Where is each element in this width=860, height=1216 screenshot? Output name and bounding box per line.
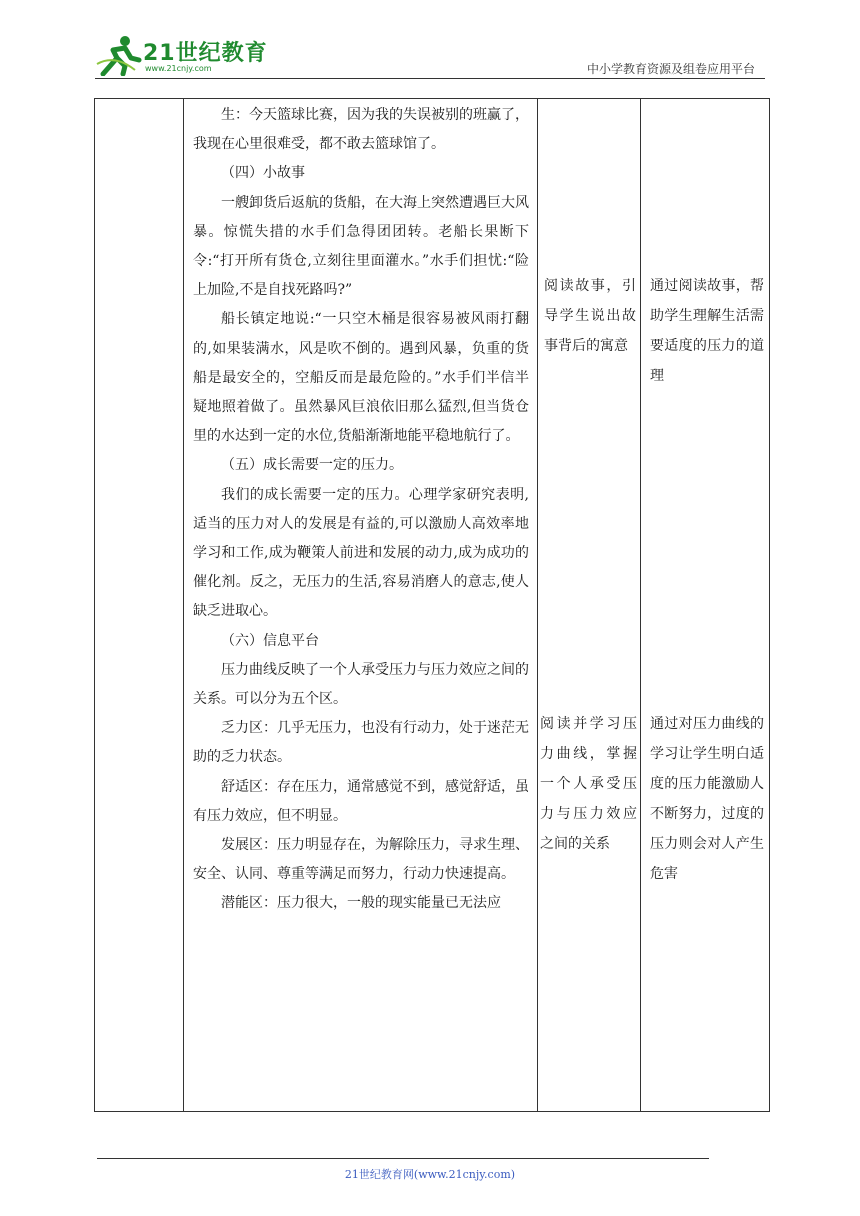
paragraph: 船长镇定地说:“一只空木桶是很容易被风雨打翻的,如果装满水，风是吹不倒的。遇到风暴，负重的货船是最安全的，空船反而是最危险的。”水手们半信半疑地照着做了。虽然暴风巨浪依旧那么猛烈,但当货仓里的水达到一定的水位,货船渐渐地能平稳地航行了。 bbox=[193, 311, 529, 445]
logo-text: 21世纪教育 bbox=[143, 41, 268, 66]
page-header bbox=[95, 30, 765, 80]
paragraph: （五）成长需要一定的压力。 bbox=[221, 457, 403, 474]
platform-title: 中小学教育资源及组卷应用平台 bbox=[586, 62, 755, 76]
header-divider bbox=[95, 78, 765, 79]
intent-text-story: 通过阅读故事，帮助学生理解生活需要适度的压力的道理 bbox=[650, 278, 764, 384]
paragraph: 生：今天篮球比赛，因为我的失误被别的班赢了，我现在心里很难受，都不敢去篮球馆了。 bbox=[193, 107, 529, 153]
paragraph: 一艘卸货后返航的货船，在大海上突然遭遇巨大风暴。惊慌失措的水手们急得团团转。老船长果断下令:“打开所有货仓,立刻往里面灌水。”水手们担忧:“险上加险,不是自找死路吗?” bbox=[193, 194, 529, 299]
empty-cell bbox=[95, 99, 184, 1112]
paragraph: 潜能区：压力很大，一般的现实能量已无法应 bbox=[221, 895, 501, 912]
footer-text[interactable]: 21世纪教育网(www.21cnjy.com) bbox=[344, 1168, 516, 1181]
logo-url: www.21cnjy.com bbox=[145, 64, 212, 73]
paragraph: 发展区：压力明显存在，为解除压力，寻求生理、安全、认同、尊重等满足而努力，行动力快速提高。 bbox=[193, 837, 529, 883]
paragraph: 乏力区：几乎无压力，也没有行动力，处于迷茫无助的乏力状态。 bbox=[193, 720, 529, 766]
runner-logo-icon bbox=[95, 34, 143, 76]
lesson-table bbox=[94, 98, 770, 1112]
table-row bbox=[95, 99, 770, 1112]
footer-divider bbox=[97, 1158, 709, 1159]
activity-cell bbox=[538, 99, 641, 1112]
paragraph: （四）小故事 bbox=[221, 165, 305, 182]
activity-text-curve: 阅读并学习压力曲线，掌握一个人承受压力与压力效应之间的关系 bbox=[540, 716, 637, 852]
content-text bbox=[184, 99, 537, 919]
activity-text-story: 阅读故事，引导学生说出故事背后的寓意 bbox=[544, 278, 636, 354]
paragraph: 舒适区：存在压力，通常感觉不到，感觉舒适，虽有压力效应，但不明显。 bbox=[193, 778, 529, 824]
intent-text-curve: 通过对压力曲线的学习让学生明白适度的压力能激励人不断努力，过度的压力则会对人产生危害 bbox=[650, 716, 764, 882]
paragraph: 压力曲线反映了一个人承受压力与压力效应之间的关系。可以分为五个区。 bbox=[193, 661, 529, 708]
intent-cell bbox=[641, 99, 770, 1112]
paragraph: （六）信息平台 bbox=[221, 632, 319, 649]
site-logo[interactable] bbox=[95, 34, 268, 76]
content-cell bbox=[184, 99, 538, 1112]
paragraph: 我们的成长需要一定的压力。心理学家研究表明,适当的压力对人的发展是有益的,可以激励人高效率地学习和工作,成为鞭策人前进和发展的动力,成为成功的催化剂。反之，无压力的生活,容易消磨人的意志,使人缺乏进取心。 bbox=[193, 486, 529, 620]
